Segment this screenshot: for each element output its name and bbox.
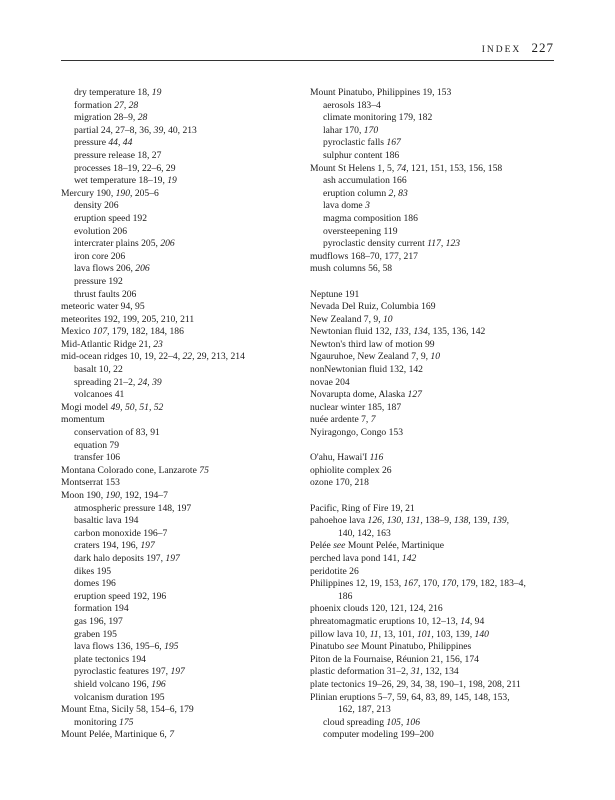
- entry-text: mid-ocean ridges 10, 19, 22–4,: [61, 351, 183, 363]
- entry-text: Mount Pinatubo, Philippines: [358, 641, 472, 653]
- section-gap: [310, 276, 580, 289]
- index-subentry: [61, 175, 319, 188]
- entry-text: wet temperature 18–19,: [74, 175, 168, 187]
- entry-text: perched lava pond 141,: [310, 552, 402, 564]
- index-entry: [310, 251, 580, 264]
- entry-text: basaltic lava 194: [74, 515, 139, 527]
- page-number: 227: [531, 40, 554, 55]
- entry-text: Newton's third law of motion 99: [310, 338, 435, 350]
- index-entry: [61, 326, 319, 339]
- entry-text: dry temperature 18,: [74, 87, 152, 98]
- entry-text: Pinatubo: [310, 641, 347, 653]
- index-subentry: [61, 213, 319, 226]
- entry-text: atmospheric pressure 148, 197: [74, 502, 192, 514]
- italic-text: 138: [453, 515, 469, 527]
- entry-text: Mount Etna, Sicily 58, 154–6, 179: [61, 704, 194, 716]
- index-subentry: [61, 629, 319, 642]
- index-entry: [61, 465, 319, 478]
- italic-text: 7: [169, 729, 174, 741]
- italic-text: 27, 28: [114, 99, 139, 111]
- index-subentry: [61, 666, 319, 679]
- index-subentry: [61, 515, 319, 528]
- index-subentry: [310, 100, 580, 113]
- index-subentry: [61, 603, 319, 616]
- index-subentry: [61, 540, 319, 553]
- entry-text: meteoric water 94, 95: [61, 301, 145, 313]
- entry-text: Montserrat 153: [61, 477, 120, 489]
- entry-text: pyroclastic density current: [323, 238, 428, 250]
- index-entry: [310, 503, 580, 516]
- italic-text: 39: [153, 124, 164, 136]
- entry-text: eruption column: [323, 187, 389, 199]
- index-entry: [61, 414, 319, 427]
- italic-text: 126, 130, 131: [367, 515, 421, 527]
- index-subentry: [61, 389, 319, 402]
- italic-text: 170: [441, 578, 457, 590]
- index-entry: [310, 578, 580, 591]
- entry-text: 186: [338, 590, 353, 602]
- entry-text: plate tectonics 19–26, 29, 34, 38, 190–1, 198, 208, 211: [310, 678, 521, 690]
- italic-text: 139,: [492, 515, 510, 527]
- italic-text: 195: [164, 641, 179, 653]
- entry-text: Pacific, Ring of Fire 19, 21: [310, 502, 415, 514]
- entry-text: nuée ardente 7,: [310, 414, 371, 426]
- entry-text: carbon monoxide 196–7: [74, 527, 168, 539]
- index-entry: [61, 188, 319, 201]
- entry-text: , 94: [469, 615, 485, 627]
- index-entry: [310, 87, 580, 100]
- italic-text: 3: [365, 200, 370, 212]
- index-entry: [310, 414, 580, 427]
- index-entry: [61, 490, 319, 503]
- entry-text: migration 28–9,: [74, 112, 138, 124]
- index-entry: [61, 339, 319, 352]
- italic-text: 107: [92, 326, 108, 338]
- italic-text: 197: [170, 666, 185, 678]
- entry-text: , 139,: [468, 515, 493, 527]
- entry-text: peridotite 26: [310, 565, 359, 577]
- entry-text: craters 194, 196,: [74, 540, 141, 552]
- index-subentry: [61, 503, 319, 516]
- index-subentry: [61, 591, 319, 604]
- entry-text: magma composition 186: [323, 212, 418, 224]
- index-entry: [310, 641, 580, 654]
- index-entry: [310, 289, 580, 302]
- italic-text: 197: [140, 540, 155, 552]
- index-subentry: [61, 125, 319, 138]
- index-subentry: [61, 566, 319, 579]
- italic-text: 7: [370, 414, 376, 426]
- italic-text: 196: [151, 678, 166, 690]
- entry-text: cloud spreading: [323, 716, 387, 728]
- entry-text: , 192, 194–7: [119, 490, 168, 501]
- index-subentry: [61, 440, 319, 453]
- index-subentry: [61, 452, 319, 465]
- section-gap: [310, 440, 580, 453]
- entry-text: meteorites 192, 199, 205, 210, 211: [61, 313, 195, 325]
- entry-text: shield volcano 196,: [74, 678, 152, 690]
- index-entry: [310, 692, 580, 705]
- index-subentry: [61, 200, 319, 213]
- entry-text: Plinian eruptions 5–7, 59, 64, 83, 89, 145, 148, 153,: [310, 691, 510, 703]
- italic-text: 22: [182, 351, 193, 363]
- italic-text: 10: [430, 351, 441, 363]
- italic-text: 170: [363, 124, 379, 136]
- index-column-left: [61, 87, 319, 742]
- index-subentry: [61, 163, 319, 176]
- entry-text: Neptune 191: [310, 288, 360, 300]
- entry-text: , 170,: [417, 578, 442, 590]
- index-subentry: [310, 188, 580, 201]
- index-entry: [310, 465, 580, 478]
- entry-text: thrust faults 206: [74, 288, 137, 300]
- italic-text: 190: [105, 490, 120, 501]
- entry-text: climate monitoring 179, 182: [323, 112, 433, 124]
- running-head-label: INDEX: [481, 45, 522, 55]
- entry-text: plate tectonics 194: [74, 653, 146, 665]
- entry-text: lava flows 206,: [74, 263, 136, 275]
- italic-text: 14: [460, 615, 470, 627]
- index-entry: [310, 339, 580, 352]
- index-subentry: [61, 263, 319, 276]
- entry-text: ozone 170, 218: [310, 477, 369, 489]
- index-entry: [61, 402, 319, 415]
- index-subentry: [61, 654, 319, 667]
- index-entry: [310, 603, 580, 616]
- index-subentry: [61, 276, 319, 289]
- entry-text: Newtonian fluid 132,: [310, 326, 395, 338]
- index-entry: [310, 515, 580, 528]
- entry-text: equation 79: [74, 439, 120, 451]
- italic-text: 117, 123: [427, 238, 461, 250]
- entry-text: Ngauruhoe, New Zealand 7, 9,: [310, 351, 431, 363]
- index-entry: [61, 351, 319, 364]
- entry-text: nonNewtonian fluid 132, 142: [310, 364, 423, 376]
- entry-text: Mid-Atlantic Ridge 21,: [61, 338, 154, 350]
- italic-text: 28: [137, 112, 148, 124]
- entry-text: , 132, 134: [420, 666, 459, 678]
- entry-text: formation: [74, 99, 115, 111]
- italic-text: 206: [135, 263, 150, 275]
- entry-text: gas 196, 197: [74, 615, 123, 627]
- entry-text: aerosols 183–4: [323, 99, 381, 111]
- italic-text: 49, 50, 51, 52: [110, 401, 164, 413]
- italic-text: 105, 106: [386, 716, 420, 728]
- index-entry: [61, 477, 319, 490]
- index-subentry: [310, 226, 580, 239]
- entry-text: New Zealand 7, 9,: [310, 313, 383, 325]
- italic-text: 24, 39: [137, 376, 162, 388]
- entry-text: Nyiragongo, Congo 153: [310, 427, 404, 439]
- entry-text: pyroclastic features 197,: [74, 666, 171, 678]
- index-entry: [61, 729, 319, 742]
- entry-text: partial 24, 27–8, 36,: [74, 124, 154, 136]
- index-subentry: [61, 679, 319, 692]
- index-subentry: [61, 364, 319, 377]
- entry-text: , 205–6: [130, 187, 159, 199]
- entry-text: mudflows 168–70, 177, 217: [310, 250, 418, 262]
- entry-text: dikes 195: [74, 565, 112, 577]
- italic-text: 140: [474, 628, 489, 640]
- running-head: [482, 40, 554, 56]
- entry-text: Moon 190,: [61, 490, 106, 501]
- entry-text: ophiolite complex 26: [310, 464, 392, 476]
- entry-text: pressure 192: [74, 275, 123, 287]
- index-subentry: [61, 377, 319, 390]
- index-subentry: [61, 578, 319, 591]
- entry-text: monitoring: [74, 716, 120, 728]
- entry-text: nuclear winter 185, 187: [310, 401, 402, 413]
- entry-text: , 40, 213: [163, 124, 197, 136]
- entry-text: evolution 206: [74, 225, 128, 237]
- index-entry: [310, 540, 580, 553]
- entry-text: Montana Colorado cone, Lanzarote: [61, 464, 200, 476]
- italic-text: see: [333, 540, 346, 552]
- index-subentry: [310, 591, 580, 604]
- entry-text: momentum: [61, 414, 105, 426]
- index-subentry: [61, 251, 319, 264]
- italic-text: 167: [403, 578, 418, 590]
- entry-text: volcanism duration 195: [74, 691, 165, 703]
- entry-text: Mogi model: [61, 401, 111, 413]
- index-subentry: [61, 692, 319, 705]
- index-entry: [61, 704, 319, 717]
- entry-text: Mount Pinatubo, Philippines 19, 153: [310, 87, 452, 98]
- italic-text: 142: [401, 552, 417, 564]
- index-subentry: [61, 717, 319, 730]
- index-subentry: [61, 553, 319, 566]
- entry-text: , 121, 151, 153, 156, 158: [406, 162, 503, 174]
- italic-text: 197: [165, 552, 180, 564]
- entry-text: pillow lava 10,: [310, 628, 370, 640]
- entry-text: , 135, 136, 142: [427, 326, 486, 338]
- index-entry: [310, 666, 580, 679]
- italic-text: see: [346, 641, 359, 653]
- italic-text: 133, 134: [394, 326, 428, 338]
- index-subentry: [310, 125, 580, 138]
- entry-text: pressure: [74, 137, 109, 149]
- entry-text: domes 196: [74, 578, 116, 590]
- italic-text: 116: [369, 452, 384, 464]
- entry-text: Mount St Helens 1, 5,: [310, 162, 397, 174]
- entry-text: lava flows 136, 195–6,: [74, 641, 165, 653]
- entry-text: Mount Pelée, Martinique: [345, 540, 445, 552]
- entry-text: conservation of 83, 91: [74, 427, 160, 439]
- italic-text: 23: [153, 338, 163, 350]
- index-entry: [61, 301, 319, 314]
- index-entry: [310, 566, 580, 579]
- entry-text: , 103, 139,: [431, 628, 475, 640]
- index-entry: [310, 377, 580, 390]
- index-subentry: [61, 641, 319, 654]
- index-entry: [310, 389, 580, 402]
- entry-text: density 206: [74, 200, 119, 212]
- entry-text: Nevada Del Ruiz, Columbia 169: [310, 301, 436, 313]
- entry-text: Philippines 12, 19, 153,: [310, 578, 404, 590]
- index-subentry: [310, 175, 580, 188]
- index-column-right: [310, 87, 580, 742]
- italic-text: 175: [119, 716, 134, 728]
- index-subentry: [310, 704, 580, 717]
- index-entry: [310, 654, 580, 667]
- italic-text: 127: [407, 389, 422, 401]
- italic-text: 206: [160, 238, 175, 250]
- index-subentry: [310, 528, 580, 541]
- index-subentry: [61, 100, 319, 113]
- index-subentry: [310, 213, 580, 226]
- entry-text: Pelée: [310, 540, 334, 552]
- entry-text: lava dome: [323, 200, 366, 212]
- section-gap: [310, 490, 580, 503]
- entry-text: computer modeling 199–200: [323, 729, 434, 741]
- entry-text: sulphur content 186: [323, 149, 400, 161]
- italic-text: 190: [115, 187, 131, 199]
- index-entry: [310, 263, 580, 276]
- entry-text: Mexico: [61, 326, 93, 338]
- entry-text: oversteepening 119: [323, 225, 398, 237]
- italic-text: 31: [410, 666, 421, 678]
- entry-text: , 29, 213, 214: [192, 351, 245, 363]
- index-subentry: [61, 150, 319, 163]
- index-entry: [310, 364, 580, 377]
- italic-text: 101: [416, 628, 432, 640]
- index-subentry: [310, 137, 580, 150]
- index-subentry: [61, 528, 319, 541]
- entry-text: graben 195: [74, 628, 117, 640]
- entry-text: ash accumulation 166: [323, 175, 407, 187]
- index-subentry: [61, 226, 319, 239]
- entry-text: processes 18–19, 22–6, 29: [74, 162, 176, 174]
- entry-text: phoenix clouds 120, 121, 124, 216: [310, 603, 443, 615]
- index-entry: [310, 427, 580, 440]
- index-subentry: [310, 717, 580, 730]
- index-entry: [61, 314, 319, 327]
- entry-text: pressure release 18, 27: [74, 149, 162, 161]
- italic-text: 10: [383, 313, 393, 325]
- entry-text: Mount Pelée, Martinique 6,: [61, 729, 170, 741]
- index-entry: [310, 163, 580, 176]
- entry-text: , 138–9,: [420, 515, 454, 527]
- index-subentry: [310, 238, 580, 251]
- entry-text: intercrater plains 205,: [74, 238, 161, 250]
- index-subentry: [310, 200, 580, 213]
- entry-text: 140, 142, 163: [338, 527, 391, 539]
- italic-text: 74: [396, 162, 407, 174]
- entry-text: novae 204: [310, 376, 350, 388]
- index-subentry: [310, 112, 580, 125]
- italic-text: 44, 44: [108, 137, 133, 149]
- entry-text: phreatomagmatic eruptions 10, 12–13,: [310, 615, 461, 627]
- entry-text: eruption speed 192: [74, 212, 148, 224]
- entry-text: pyroclastic falls: [323, 137, 387, 149]
- index-entry: [310, 616, 580, 629]
- italic-text: 167: [386, 137, 401, 149]
- italic-text: 75: [199, 464, 209, 476]
- index-subentry: [61, 238, 319, 251]
- entry-text: spreading 21–2,: [74, 376, 138, 388]
- entry-text: Mercury 190,: [61, 187, 116, 199]
- entry-text: Novarupta dome, Alaska: [310, 389, 408, 401]
- index-subentry: [61, 137, 319, 150]
- index-entry: [310, 301, 580, 314]
- entry-text: volcanoes 41: [74, 389, 125, 401]
- entry-text: pahoehoe lava: [310, 515, 368, 527]
- italic-text: 11: [369, 628, 379, 640]
- entry-text: mush columns 56, 58: [310, 263, 393, 275]
- entry-text: O'ahu, Hawai'I: [310, 452, 370, 464]
- index-subentry: [310, 729, 580, 742]
- index-subentry: [61, 112, 319, 125]
- page-header: [61, 40, 554, 61]
- entry-text: 162, 187, 213: [338, 704, 391, 716]
- entry-text: transfer 106: [74, 452, 121, 464]
- entry-text: dark halo deposits 197,: [74, 552, 166, 564]
- entry-text: basalt 10, 22: [74, 364, 123, 376]
- index-entry: [310, 679, 580, 692]
- italic-text: 19: [151, 87, 162, 98]
- index-subentry: [61, 427, 319, 440]
- index-subentry: [61, 616, 319, 629]
- index-entry: [310, 314, 580, 327]
- italic-text: 19: [167, 175, 177, 187]
- entry-text: formation 194: [74, 603, 129, 615]
- entry-text: lahar 170,: [323, 124, 364, 136]
- index-subentry: [310, 150, 580, 163]
- entry-text: , 13, 101,: [378, 628, 417, 640]
- index-entry: [310, 452, 580, 465]
- entry-text: eruption speed 192, 196: [74, 590, 167, 602]
- index-entry: [310, 477, 580, 490]
- index-subentry: [61, 87, 319, 100]
- index-entry: [310, 326, 580, 339]
- entry-text: iron core 206: [74, 250, 126, 262]
- index-entry: [310, 629, 580, 642]
- entry-text: , 179, 182, 183–4,: [456, 578, 526, 590]
- index-entry: [310, 402, 580, 415]
- entry-text: , 179, 182, 184, 186: [107, 326, 184, 338]
- index-entry: [310, 553, 580, 566]
- index-entry: [310, 351, 580, 364]
- entry-text: plastic deformation 31–2,: [310, 666, 411, 678]
- entry-text: Piton de la Fournaise, Réunion 21, 156, 174: [310, 653, 479, 665]
- italic-text: 2, 83: [388, 187, 408, 199]
- index-subentry: [61, 289, 319, 302]
